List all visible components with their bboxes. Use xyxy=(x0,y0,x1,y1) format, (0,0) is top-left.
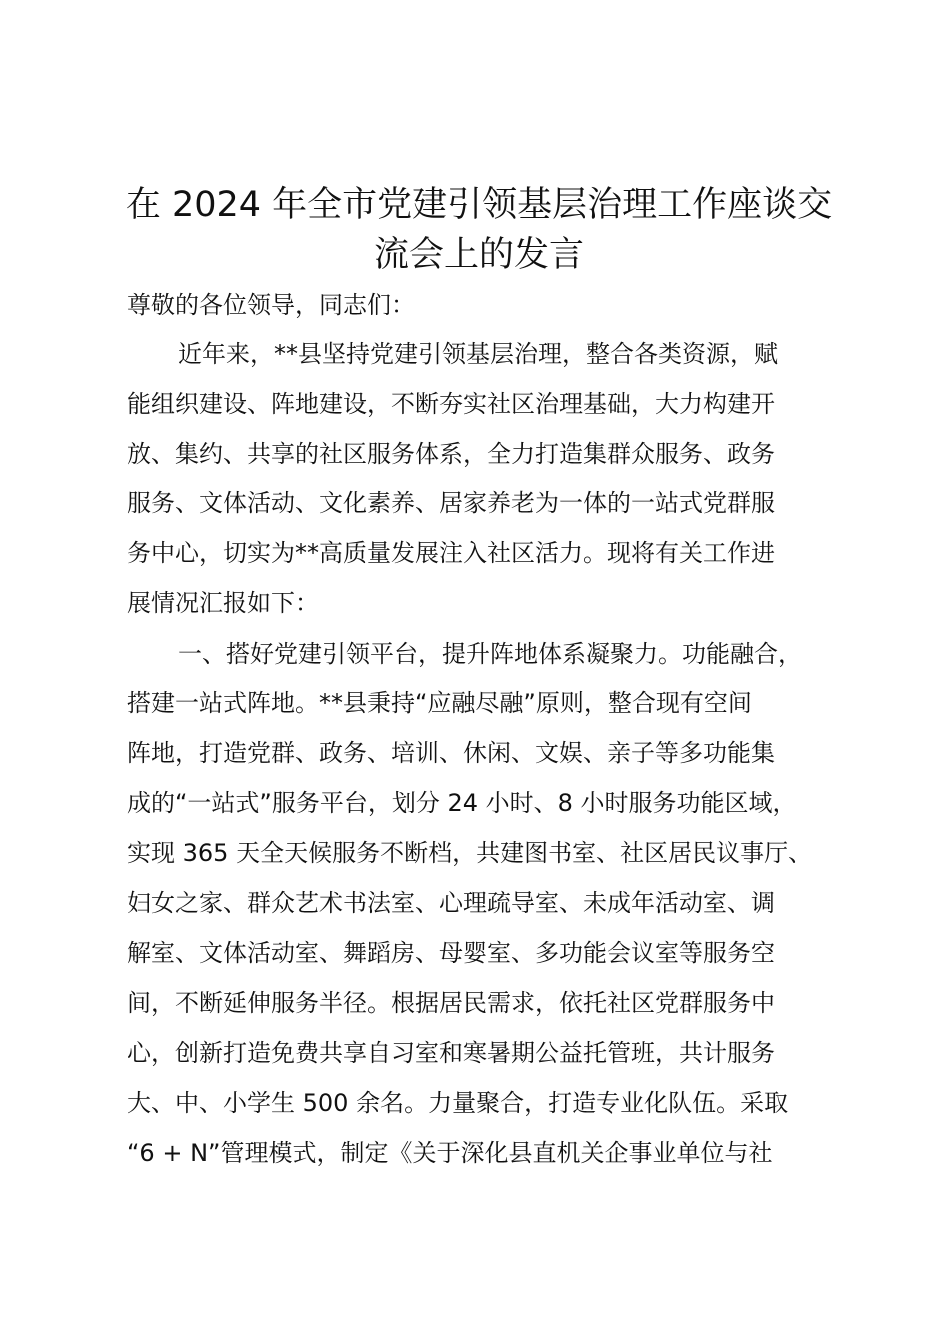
body-line: 展情况汇报如下： xyxy=(127,589,319,617)
body-line: 成的“一站式”服务平台，划分 24 小时、8 小时服务功能区域， xyxy=(127,789,797,817)
body-line: 阵地，打造党群、政务、培训、休闲、文娱、亲子等多功能集 xyxy=(127,739,775,767)
document-title-line-1: 在 2024 年全市党建引领基层治理工作座谈交 xyxy=(125,185,833,225)
body-line: 搭建一站式阵地。**县秉持“应融尽融”原则，整合现有空间 xyxy=(127,689,752,717)
body-line: 妇女之家、群众艺术书法室、心理疏导室、未成年活动室、调 xyxy=(127,889,775,917)
salutation: 尊敬的各位领导，同志们： xyxy=(127,291,415,319)
body-line: 放、集约、共享的社区服务体系，全力打造集群众服务、政务 xyxy=(127,440,775,468)
body-line: 心，创新打造免费共享自习室和寒暑期公益托管班，共计服务 xyxy=(127,1039,775,1067)
body-line: 能组织建设、阵地建设，不断夯实社区治理基础，大力构建开 xyxy=(127,390,775,418)
body-line: 服务、文体活动、文化素养、居家养老为一体的一站式党群服 xyxy=(127,489,775,517)
document-title-line-2: 流会上的发言 xyxy=(373,235,584,275)
body-line: 大、中、小学生 500 余名。力量聚合，打造专业化队伍。采取 xyxy=(127,1089,789,1117)
body-line: 务中心，切实为**高质量发展注入社区活力。现将有关工作进 xyxy=(127,539,775,567)
body-line: 间，不断延伸服务半径。根据居民需求，依托社区党群服务中 xyxy=(127,989,775,1017)
section-heading-line: 一、搭好党建引领平台，提升阵地体系凝聚力。功能融合， xyxy=(178,640,802,668)
body-line: 实现 365 天全天候服务不断档，共建图书室、社区居民议事厅、 xyxy=(127,839,813,867)
body-line: “6 + N”管理模式，制定《关于深化县直机关企事业单位与社 xyxy=(127,1139,773,1167)
body-line: 解室、文体活动室、舞蹈房、母婴室、多功能会议室等服务空 xyxy=(127,939,775,967)
body-line: 近年来，**县坚持党建引领基层治理，整合各类资源，赋 xyxy=(178,340,778,368)
